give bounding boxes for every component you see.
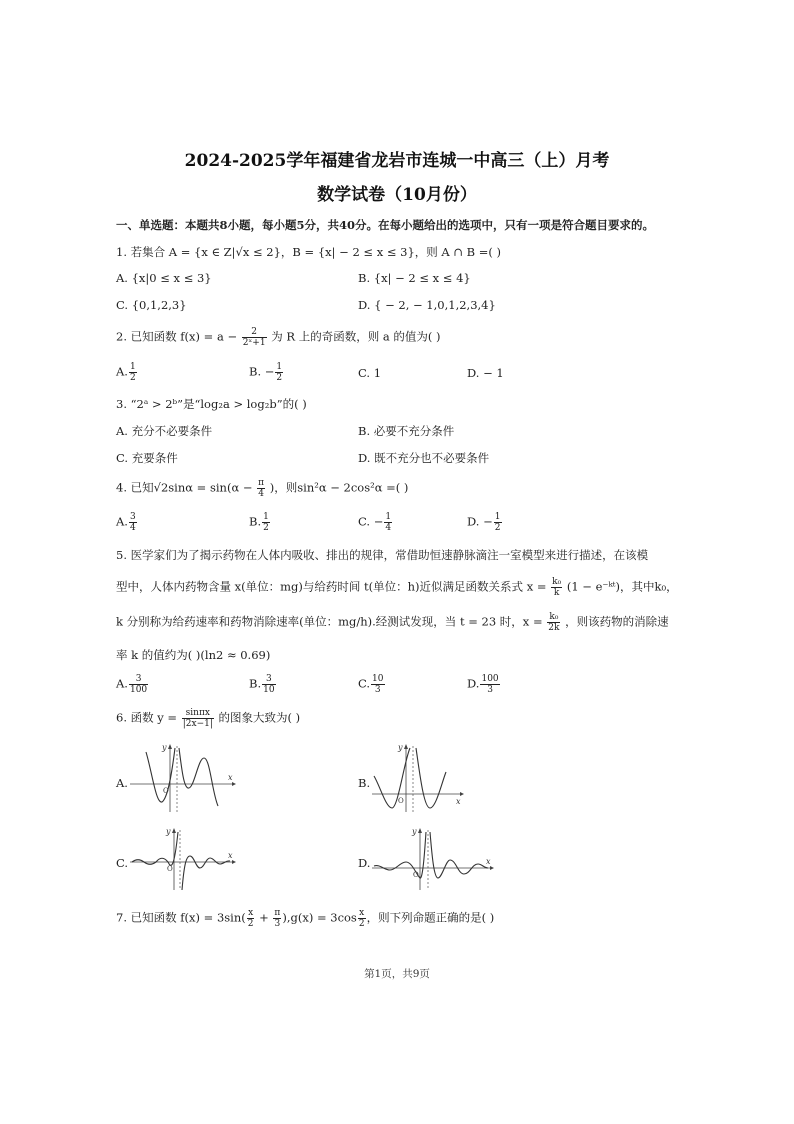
svg-text:x: x (228, 851, 233, 860)
question-6-graph-b (370, 742, 480, 814)
question-5-line-4: 率 k 的值约为( )(ln2 ≈ 0.69) (116, 648, 271, 662)
question-3-option-a: A. 充分不必要条件 (116, 424, 213, 438)
question-6-option-b-label: B. (358, 776, 371, 790)
question-3-option-b: B. 必要不充分条件 (358, 424, 455, 438)
question-2-option-a: A. $\frac{1}{2}$ (116, 362, 136, 383)
exam-title: 2024-2025学年福建省龙岩市连城一中高三（上）月考 (184, 151, 610, 171)
question-6-graph-a (128, 742, 238, 814)
page-footer: 第1页，共9页 (364, 968, 430, 980)
question-6-option-a-label: A. (116, 776, 128, 790)
question-5-option-d: D. $\frac{100}{3}$ (467, 674, 499, 695)
question-4-option-c: C. − $\frac{1}{4}$ (358, 512, 392, 533)
question-6-option-c-label: C. (116, 856, 129, 870)
question-3-option-d: D. 既不充分也不必要条件 (358, 451, 490, 465)
question-6-graph-d (370, 826, 496, 892)
svg-text:O: O (398, 797, 404, 805)
question-2-option-c: C. 1 (358, 366, 382, 380)
svg-text:O: O (163, 787, 169, 795)
svg-text:x: x (456, 797, 461, 806)
svg-text:O: O (167, 865, 173, 873)
exam-subtitle: 数学试卷（10月份） (317, 185, 477, 205)
question-4-stem: 4. 已知√2sinα = sin(α − $\frac{\pi}{4}$ )，则sin²α − 2cos²α =( ) (116, 478, 409, 499)
svg-text:y: y (162, 743, 167, 752)
question-2-option-d: D. − 1 (467, 366, 504, 380)
question-5-line-3: k 分别称为给药速率和药物消除速率(单位：mg/h).经测试发现，当 t = 23 时，x = $\frac{\text{k₀}}{2k}$ ，则该药物的消除速 (116, 612, 669, 633)
question-1-option-a: A. {x|0 ≤ x ≤ 3} (116, 271, 212, 285)
question-2-option-b: B. − $\frac{1}{2}$ (249, 362, 283, 383)
svg-text:y: y (166, 827, 171, 836)
question-3-stem: 3. “2ᵃ > 2ᵇ”是“log₂a > log₂b”的( ) (116, 397, 307, 411)
question-2-stem: 2. 已知函数 f(x) = a − $\frac{2}{\text{2ˣ+1}}$ 为 R 上的奇函数，则 a 的值为( ) (116, 327, 441, 348)
question-4-option-d: D. − $\frac{1}{2}$ (467, 512, 501, 533)
question-1-option-b: B. {x| − 2 ≤ x ≤ 4} (358, 271, 471, 285)
question-6-stem: 6. 函数 y = $\frac{\sin\pi x}{|2x-1|}$ 的图象大致为( ) (116, 708, 301, 729)
question-1-option-c: C. {0,1,2,3} (116, 298, 187, 312)
svg-text:O: O (413, 871, 419, 879)
question-5-line-2: 型中，人体内药物含量 x(单位：mg)与给药时间 t(单位：h)近似满足函数关系式 x = $\frac{\text{k₀}}{k}$ (1 − e⁻ᵏᵗ)，其中k₀， (116, 577, 678, 598)
svg-text:y: y (412, 827, 417, 836)
question-7-stem: 7. 已知函数 f(x) = 3sin( $\frac{x}{2}$ + $\frac{\pi}{3}$ ),g(x) = 3cos $\frac{x}{2}$ ，则下列命题正确的是( ) (116, 908, 495, 929)
question-6-graph-c (128, 826, 238, 892)
question-5-option-b: B. $\frac{3}{10}$ (249, 674, 275, 695)
svg-text:y: y (398, 743, 403, 752)
question-5-line-1: 5. 医学家们为了揭示药物在人体内吸收、排出的规律，常借助恒速静脉滴注一室模型来进行描述，在该模 (116, 548, 649, 562)
svg-text:x: x (228, 773, 233, 782)
question-3-option-c: C. 充要条件 (116, 451, 178, 465)
question-5-option-c: C. $\frac{10}{3}$ (358, 674, 384, 695)
section-heading: 一、单选题：本题共8小题，每小题5分，共40分。在每小题给出的选项中，只有一项是符合题目要求的。 (116, 218, 655, 232)
svg-text:x: x (486, 857, 491, 866)
question-6-option-d-label: D. (358, 856, 371, 870)
question-1-option-d: D. { − 2, − 1,0,1,2,3,4} (358, 298, 496, 312)
question-1-stem: 1. 若集合 A = {x ∈ Z|√x ≤ 2}，B = {x| − 2 ≤ x ≤ 3}，则 A ∩ B =( ) (116, 245, 502, 259)
question-4-option-a: A. $\frac{3}{4}$ (116, 512, 136, 533)
question-4-option-b: B. $\frac{1}{2}$ (249, 512, 269, 533)
question-5-option-a: A. $\frac{3}{100}$ (116, 674, 148, 695)
